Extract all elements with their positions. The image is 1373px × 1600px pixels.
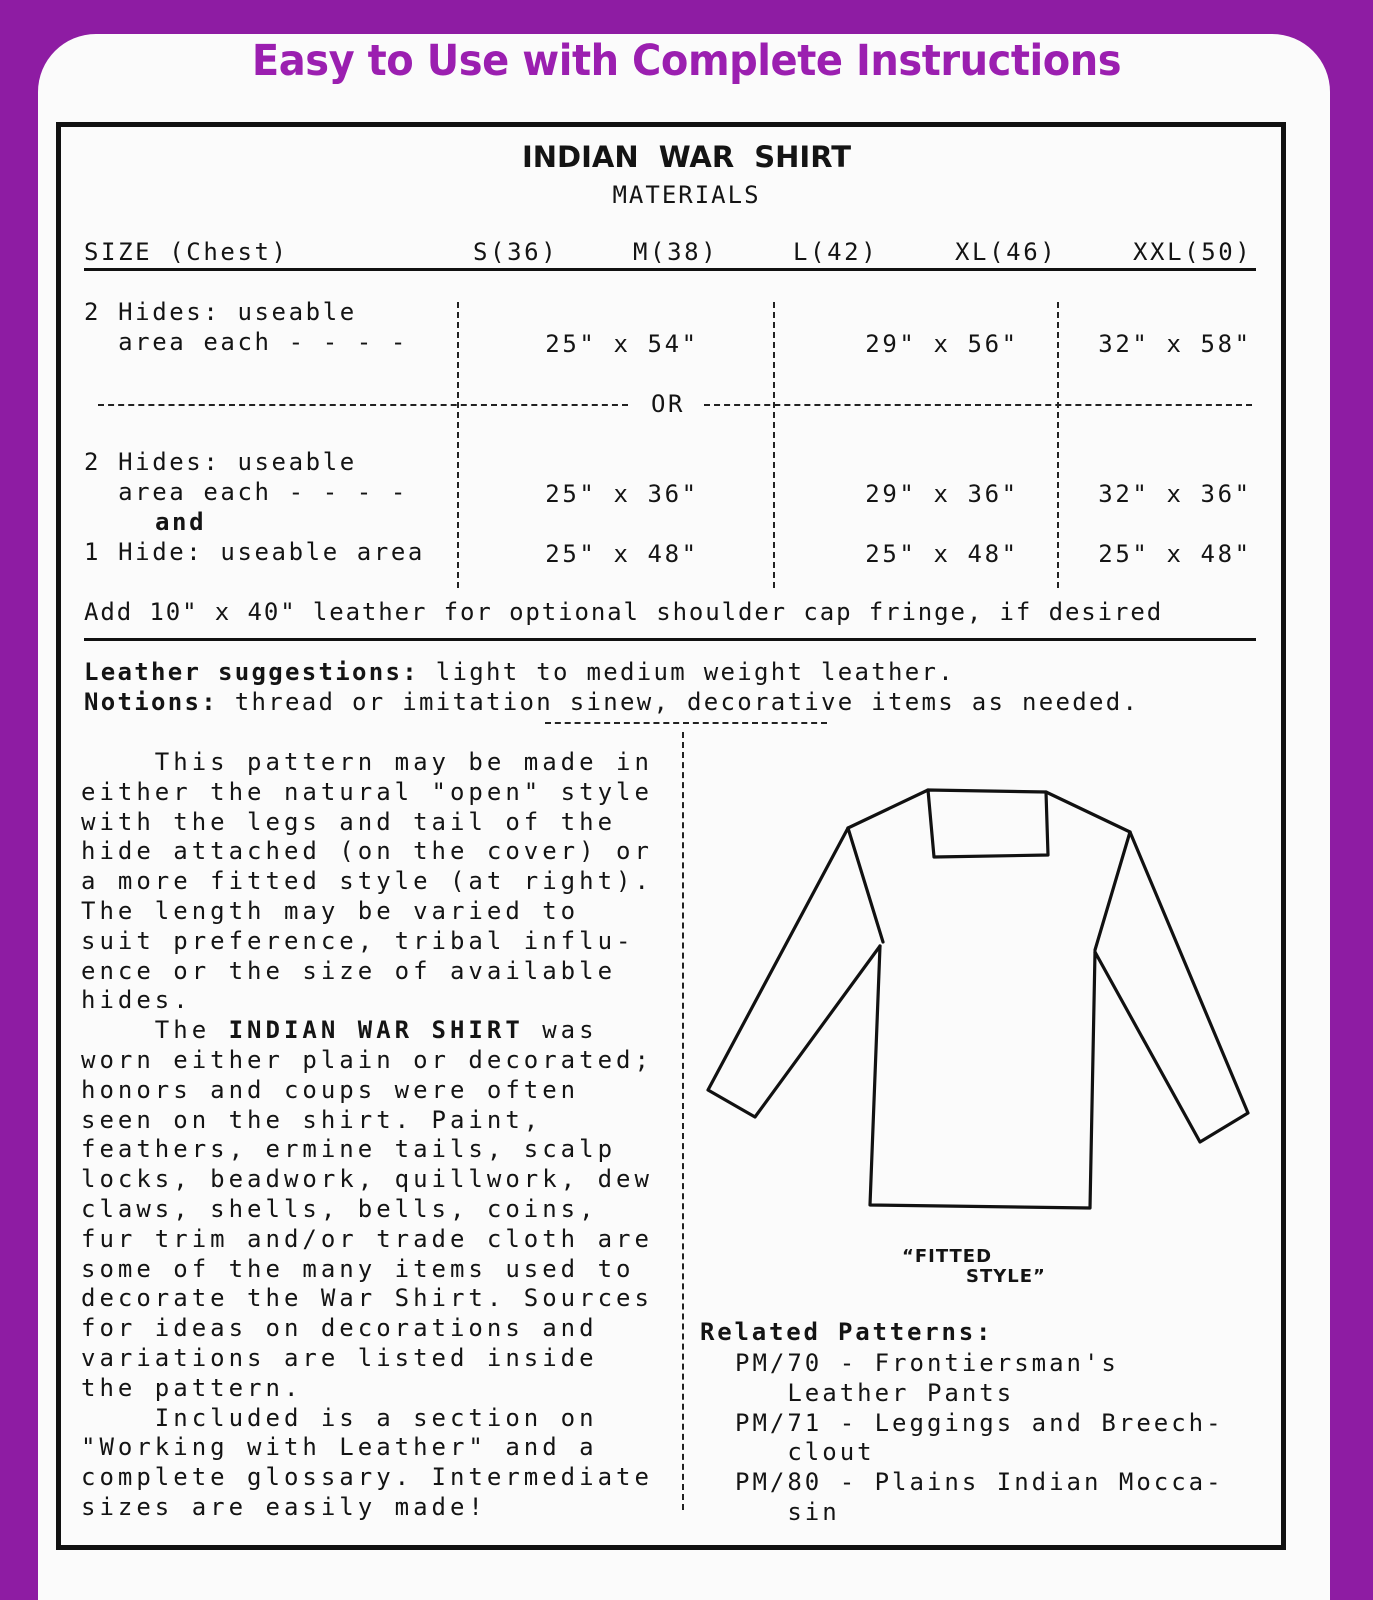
column-divider-2: [773, 302, 775, 588]
description-line: honors and coups were often: [81, 1075, 580, 1104]
description-line: fur trim and/or trade cloth are: [81, 1224, 653, 1253]
description-line: hides.: [81, 986, 192, 1015]
description-line-bold: [81, 1016, 653, 1046]
related-item: PM/71 - Leggings and Breech-: [735, 1408, 1224, 1437]
leather-suggestions-text: light to medium weight leather.: [418, 658, 955, 686]
description-line: variations are listed inside: [81, 1343, 598, 1372]
description-line: This pattern may be made in: [81, 748, 653, 776]
option2-label-line1: 2 Hides: useable: [84, 448, 357, 476]
description-line: claws, shells, bells, coins,: [81, 1194, 598, 1223]
size-s: S(36): [473, 238, 559, 266]
option1-xxl-value: 32" x 58": [1098, 330, 1252, 358]
p2-suffix: was: [523, 1016, 598, 1045]
or-label: OR: [651, 390, 686, 418]
size-xxl: XXL(50): [1133, 238, 1253, 266]
option1-lxl-value: 29" x 56": [865, 330, 1019, 358]
figure-caption-line2: STYLE”: [966, 1266, 1046, 1287]
fringe-note: Add 10" x 40" leather for optional shoulder cap fringe, if desired: [84, 598, 1164, 626]
size-label: SIZE (Chest): [84, 238, 289, 266]
shirt-drawing-icon: [700, 780, 1260, 1220]
leather-suggestions-label: Leather suggestions:: [84, 658, 419, 686]
or-divider-left: [98, 404, 628, 406]
description: [81, 748, 653, 1523]
notions: [84, 688, 1139, 716]
option2-and: and: [155, 508, 207, 536]
pattern-title: INDIAN WAR SHIRT: [521, 140, 852, 174]
related-list: [735, 1349, 1224, 1528]
related-item: PM/70 - Frontiersman's: [735, 1349, 1119, 1377]
p2-prefix: The: [81, 1016, 229, 1045]
description-line: Included is a section on: [81, 1403, 598, 1432]
related-heading: Related Patterns:: [700, 1318, 994, 1346]
notions-label: Notions:: [84, 688, 218, 716]
related-item: PM/80 - Plains Indian Mocca-: [735, 1468, 1224, 1497]
description-line: hide attached (on the cover) or: [81, 837, 653, 866]
section-dash: [545, 722, 827, 724]
description-line: seen on the shirt. Paint,: [81, 1105, 543, 1134]
description-line: decorate the War Shirt. Sources: [81, 1284, 653, 1313]
option2-label-line2: area each - - - -: [84, 478, 408, 506]
description-line: with the legs and tail of the: [81, 807, 617, 836]
or-divider-right: [704, 404, 1252, 406]
description-line: worn either plain or decorated;: [81, 1045, 653, 1074]
option2-lxl-value-b: 25" x 48": [865, 540, 1019, 568]
description-line: suit preference, tribal influ-: [81, 926, 635, 955]
description-line: The length may be varied to: [81, 896, 580, 925]
column-divider-text: [682, 732, 684, 1510]
option2-sm-value-a: 25" x 36": [545, 480, 699, 508]
notions-text: thread or imitation sinew, decorative items as needed.: [218, 688, 1140, 716]
description-line: ence or the size of available: [81, 956, 617, 985]
p2-bold: INDIAN WAR SHIRT: [228, 1016, 524, 1045]
description-line: sizes are easily made!: [81, 1492, 487, 1521]
option1-sm-value: 25" x 54": [545, 330, 699, 358]
description-line: complete glossary. Intermediate: [81, 1463, 653, 1492]
option2-label-line3: 1 Hide: useable area: [84, 538, 425, 566]
description-line: some of the many items used to: [81, 1254, 635, 1283]
description-line: the pattern.: [81, 1373, 303, 1402]
option2-sm-value-b: 25" x 48": [545, 540, 699, 568]
table-bottom-rule: [84, 638, 1256, 641]
related-item: clout: [735, 1438, 875, 1467]
description-line: "Working with Leather" and a: [81, 1433, 598, 1462]
description-line: feathers, ermine tails, scalp: [81, 1135, 617, 1164]
option1-label-line1: 2 Hides: useable: [84, 298, 357, 326]
related-item: sin: [735, 1497, 840, 1526]
figure-caption-line1: “FITTED: [902, 1246, 993, 1267]
option2-lxl-value-a: 29" x 36": [865, 480, 1019, 508]
headline: Easy to Use with Complete Instructions: [251, 36, 1122, 86]
size-m: M(38): [633, 238, 719, 266]
header-rule: [84, 268, 1256, 271]
option2-xxl-value-a: 32" x 36": [1098, 480, 1252, 508]
description-line: locks, beadwork, quillwork, dew: [81, 1165, 653, 1194]
related-item: Leather Pants: [735, 1378, 1015, 1407]
size-l: L(42): [793, 238, 879, 266]
size-xl: XL(46): [955, 238, 1058, 266]
option1-label-line2: area each - - - -: [84, 328, 408, 356]
description-line: for ideas on decorations and: [81, 1314, 598, 1343]
description-line: either the natural "open" style: [81, 777, 653, 806]
materials-heading: MATERIALS: [612, 181, 761, 209]
column-divider-1: [457, 302, 459, 588]
option2-xxl-value-b: 25" x 48": [1098, 540, 1252, 568]
description-line: a more fitted style (at right).: [81, 867, 653, 896]
leather-suggestions: [84, 658, 955, 686]
